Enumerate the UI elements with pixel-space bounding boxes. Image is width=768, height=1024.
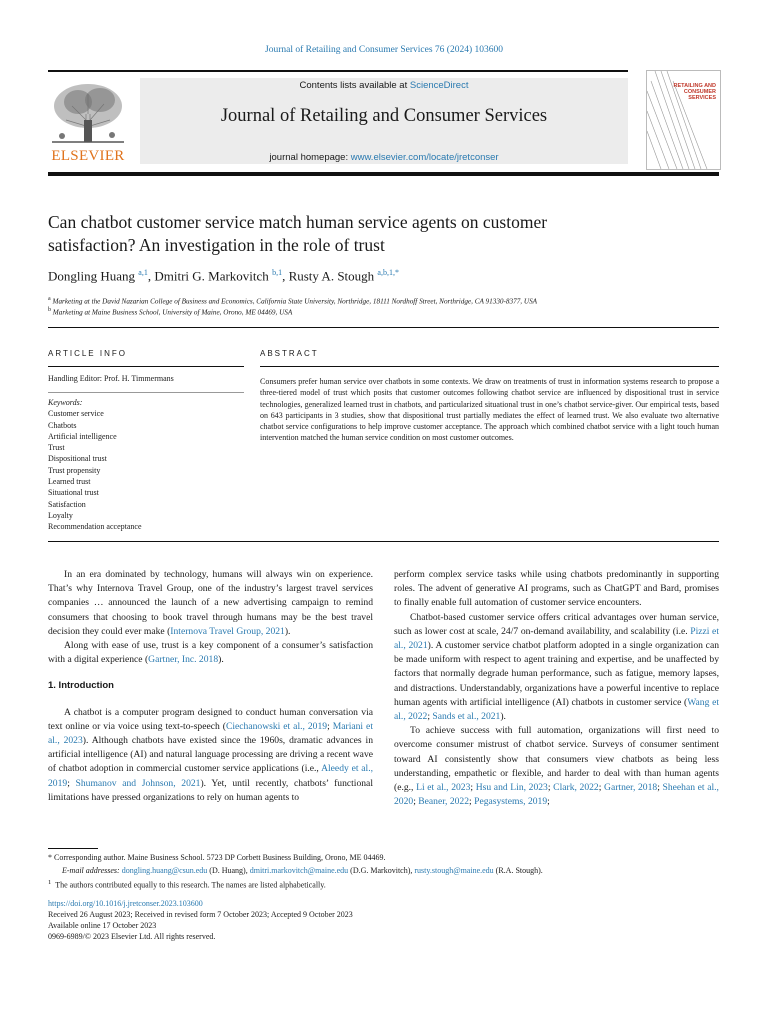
affiliation-marker: a: [48, 296, 51, 302]
paragraph-text: Chatbot-based customer service offers critical advantages over human service, such as lower cost at scale, 24/7 on-demand availability, and scalability (i.e.: [394, 611, 719, 637]
corresponding-author-note: * Corresponding author. Maine Business School. 5723 DP Corbett Business Building, Orono, ME 04469.: [48, 853, 386, 862]
available-online: Available online 17 October 2023: [48, 921, 157, 930]
citation-link[interactable]: Hsu and Lin, 2023: [475, 782, 548, 794]
paragraph-text: To achieve success with full automation, organizations will first need to overcome consumer mistrust of chatbot service. Surveys of consumer sentiment toward AI consistently show that consumers view chatbots as being less understanding, empathetic or flexible, and harder to deal with than human agents (e.g.,: [394, 725, 719, 794]
keyword: Customer service: [48, 409, 104, 419]
paragraph-text: ). Although chatbots have existed since the 1960s, dramatic advances in artificial intelligence (AI) and natural language processing are driving a recent wave of chatbot adoption in commercial customer service applications (i.e.,: [48, 735, 373, 775]
email-link[interactable]: dongling.huang@csun.edu: [121, 865, 208, 875]
email-addresses: [48, 865, 719, 878]
paragraph-text: ;: [470, 782, 476, 794]
footnote-rule: [48, 848, 98, 849]
footnote-text: The authors contributed equally to this research. The names are listed alphabetically.: [55, 880, 326, 890]
paper-title-line-1: Can chatbot customer service match human service agents on customer: [48, 212, 548, 232]
paragraph-text: Along with ease of use, trust is a key component of a consumer’s satisfaction with a digital experience (: [48, 640, 373, 666]
email-link[interactable]: dmitri.markovitch@maine.edu: [249, 865, 349, 875]
journal-reference-link[interactable]: Journal of Retailing and Consumer Services 76 (2024) 103600: [265, 45, 503, 55]
abstract-text: Consumers prefer human service over chatbots in some contexts. We draw on treatments of trust in information systems research to propose a three-tiered model of trust which posits that customer outcomes following chatbot service are influenced by dispositional trust in service technologies, generalized learned trust in chatbots, and particularized situational trust in one’s chatbot service-giver. Our empirical tests, based on 643 participants in 3 studies, show that dispositional trust partially mediates the effect of learned trust. We also evaluate two alternative chatbot service configurations to help improve customer acceptance. The approach which combined chatbot service with a light touch human intervention matched the human service condition on most customer outcomes.: [260, 377, 719, 443]
body-paragraph: [48, 639, 373, 667]
handling-editor: Handling Editor: Prof. H. Timmermans: [48, 374, 174, 383]
paper-title: [48, 211, 688, 257]
body-paragraph: [394, 611, 719, 725]
affiliation-text: Marketing at Maine Business School, University of Maine, Orono, ME 04469, USA: [52, 308, 293, 317]
citation-link[interactable]: Pizzi et al., 2021: [394, 625, 719, 652]
paragraph-text: ;: [547, 782, 554, 794]
author-affiliation-marker[interactable]: a,b,1,*: [377, 268, 399, 277]
citation-link[interactable]: Li et al., 2023: [416, 782, 471, 794]
paragraph-text: ;: [413, 796, 419, 808]
citation-link[interactable]: Mariani et al., 2023: [48, 720, 373, 747]
keyword: Chatbots: [48, 420, 77, 430]
body-paragraph: perform complex service tasks while using chatbots predominantly in supporting roles. The advent of generative AI programs, such as ChatGPT and Bard, promises to finally enable full automation of customer service encounters.: [394, 569, 719, 609]
doi-link[interactable]: https://doi.org/10.1016/j.jretconser.2023.103600: [48, 899, 203, 908]
body-paragraph: [394, 724, 719, 809]
author-affiliation-marker[interactable]: b,1: [272, 268, 283, 277]
paragraph-text: In an era dominated by technology, humans will always win on experience. That’s why Internova Travel Group, one of the industry’s largest travel services companies … announced the launch of a new advertising campaign to remind consumers that choosing to book travel through humans may be the best travel decision they could ever make (: [48, 569, 373, 637]
header-top-rule: [48, 70, 628, 72]
homepage-link[interactable]: www.elsevier.com/locate/jretconser: [350, 152, 499, 163]
paragraph-text: ). A customer service chatbot platform adopted in a single organization can be made uniform with respect to agent training and expertise, and be unaffected by factors that normally degrade human performance, such as fatigue, memory lapses, and distractions. Understandably, organizations have a powerful incentive to replace human agents with artificial intelligence (AI) chatbots in customer service (: [394, 640, 719, 708]
body-right-column: [394, 568, 719, 809]
copyright-line: 0969-6989/© 2023 Elsevier Ltd. All rights reserved.: [48, 932, 216, 941]
abstract-heading: ABSTRACT: [260, 349, 319, 358]
body-paragraph: [48, 706, 373, 805]
author-name[interactable]: Rusty A. Stough: [288, 268, 375, 284]
sciencedirect-link[interactable]: ScienceDirect: [409, 80, 469, 91]
divider: [48, 327, 719, 328]
keyword: Learned trust: [48, 477, 91, 487]
affiliation-a: [48, 296, 728, 305]
paragraph-text: ). Yet, until recently, chatbots’ functional limitations have pressed organizations to rely on human agents to: [48, 777, 373, 803]
epigraph-paragraph: [48, 568, 373, 639]
citation-link[interactable]: Shumanov and Johnson, 2021: [75, 777, 201, 789]
keywords-label: Keywords:: [48, 398, 83, 407]
homepage-prefix: journal homepage:: [269, 152, 351, 163]
paragraph-text: ;: [327, 720, 333, 732]
keyword: Artificial intelligence: [48, 431, 117, 441]
email-link[interactable]: rusty.stough@maine.edu: [414, 865, 494, 875]
author-name[interactable]: Dongling Huang: [48, 268, 136, 284]
paragraph-text: ).: [500, 711, 506, 723]
citation-link[interactable]: Sheehan et al., 2020: [394, 782, 719, 808]
author-name[interactable]: Dmitri G. Markovitch: [154, 268, 269, 284]
citation-link[interactable]: Clark, 2022: [553, 782, 599, 794]
divider: [48, 366, 244, 367]
citation-link[interactable]: Internova Travel Group, 2021: [170, 625, 285, 637]
keyword: Situational trust: [48, 488, 99, 498]
keyword: Dispositional trust: [48, 454, 107, 464]
email-label: E-mail addresses:: [62, 865, 122, 875]
contents-line: [140, 80, 628, 91]
keyword: Trust propensity: [48, 465, 101, 475]
paragraph-text: ).: [284, 625, 291, 637]
email-owner: (D. Huang),: [207, 865, 250, 875]
keyword: Loyalty: [48, 510, 73, 520]
journal-title: Journal of Retailing and Consumer Services: [220, 106, 548, 126]
citation-link[interactable]: Pegasystems, 2019: [474, 796, 548, 808]
paragraph-text: A chatbot is a computer program designed to conduct human conversation via text online or via voice using text-to-speech (: [48, 706, 373, 732]
equal-contribution-note: [48, 877, 719, 892]
elsevier-tree-icon: [48, 80, 128, 146]
publication-info: [48, 898, 719, 942]
affiliation-text: Marketing at the David Nazarian College of Business and Economics, California State University, Northridge, 18111 Nordhoff Street, Northridge, CA 91330-8377, USA: [52, 297, 538, 306]
paragraph-text: ;: [547, 796, 550, 808]
paper-title-line-2: satisfaction? An investigation in the role of trust: [48, 235, 385, 255]
footnotes: [48, 852, 719, 892]
header-bottom-rule: [48, 172, 719, 176]
paragraph-text: ;: [469, 796, 475, 808]
paragraph-text: ;: [657, 782, 663, 794]
paragraph-text: ).: [218, 654, 224, 666]
body-left-column: [48, 568, 373, 805]
email-owner: (D.G. Markovitch),: [348, 865, 415, 875]
received-dates: Received 26 August 2023; Received in revised form 7 October 2023; Accepted 9 October 2023: [48, 910, 353, 919]
contents-prefix: Contents lists available at: [299, 80, 410, 91]
affiliation-b: [48, 307, 728, 316]
footnote-marker: 1: [48, 879, 52, 886]
divider: [48, 392, 244, 393]
paragraph-text: ;: [67, 777, 76, 789]
article-info-heading: ARTICLE INFO: [48, 349, 127, 358]
citation-link[interactable]: Ciechanowski et al., 2019: [225, 720, 328, 732]
publisher-name: ELSEVIER: [51, 148, 125, 164]
section-heading-introduction: 1. Introduction: [48, 680, 114, 692]
email-owner: (R.A. Stough).: [493, 865, 543, 875]
journal-homepage: [140, 152, 628, 163]
cover-title: RETAILING AND CONSUMER SERVICES: [673, 83, 716, 101]
divider: [260, 366, 719, 367]
keyword: Trust: [48, 443, 65, 453]
citation-link[interactable]: Aleedy et al., 2019: [48, 763, 373, 789]
citation-link[interactable]: Gartner, Inc. 2018: [148, 654, 219, 666]
elsevier-logo: [48, 80, 128, 166]
author-affiliation-marker[interactable]: a,1: [138, 268, 148, 277]
paragraph-text: ;: [598, 782, 605, 794]
affiliation-marker: b: [48, 307, 51, 313]
citation-link[interactable]: Sands et al., 2021: [432, 711, 501, 723]
keywords-block: [48, 397, 244, 533]
paragraph-text: ;: [427, 711, 433, 723]
keyword: Recommendation acceptance: [48, 522, 142, 532]
keyword: Satisfaction: [48, 499, 86, 509]
author-list: Dongling Huang $^{a,1}$, Dmitri G. Markovitch $^{b,1}$, Rusty A. Stough $^{a,b,1,*}$: [48, 268, 399, 284]
citation-link[interactable]: Wang et al., 2022: [394, 696, 719, 723]
journal-cover-thumbnail: [646, 70, 721, 170]
divider: [48, 541, 719, 542]
citation-link[interactable]: Beaner, 2022: [418, 796, 470, 808]
citation-link[interactable]: Gartner, 2018: [604, 782, 658, 794]
